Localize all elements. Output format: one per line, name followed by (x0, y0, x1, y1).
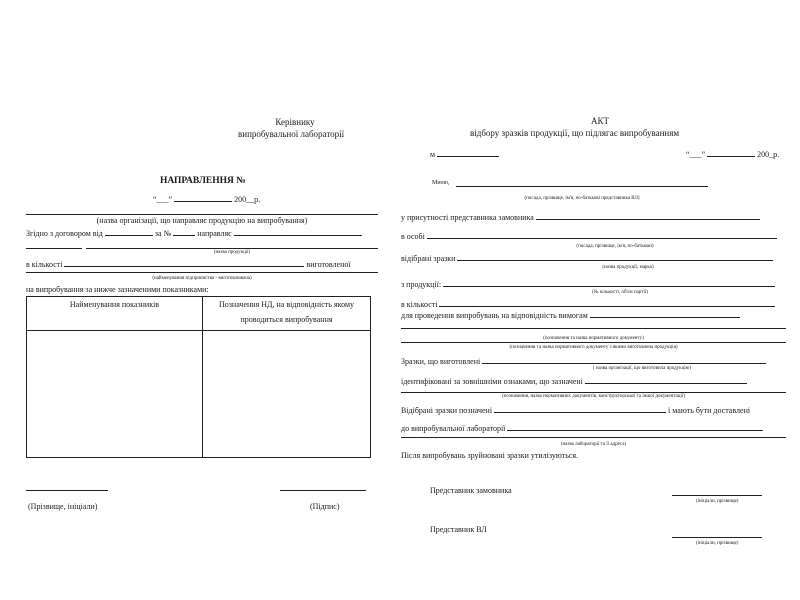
customer-rep-caption: (ініціали, прізвище) (696, 499, 739, 504)
act-subtitle: відбору зразків продукції, що підлягає випробуванням (470, 128, 680, 138)
left-quantity-field[interactable] (64, 258, 304, 267)
purpose-field[interactable] (590, 309, 740, 318)
identified-line-2[interactable] (401, 392, 786, 393)
contract-date-field[interactable] (105, 227, 153, 236)
product-caption: (назва продукції) (213, 250, 251, 255)
product-line-a[interactable] (26, 248, 82, 249)
we-label: Мною, (432, 180, 450, 186)
name-caption: (Прізвище, ініціали) (28, 502, 98, 511)
samples-field[interactable] (457, 252, 773, 261)
identified-field[interactable] (585, 375, 747, 384)
customer-rep-label: Представник замовника (430, 486, 512, 495)
org-line[interactable] (26, 214, 378, 215)
lot-caption: (№ кількості, об'єм партії) (592, 290, 648, 295)
presence-field[interactable] (536, 211, 760, 220)
lab-line-2[interactable] (401, 437, 786, 438)
presence-line: у присутності представника замовника (401, 211, 760, 222)
normdoc-line[interactable] (401, 342, 786, 343)
right-date: “___” 200_р. (686, 150, 780, 159)
city-field[interactable] (437, 148, 499, 157)
left-date: “___” 200__р. (153, 195, 261, 204)
indicators-table (26, 296, 371, 458)
left-quantity-line: в кількості виготовленої (26, 260, 351, 269)
normdoc-caption: (позначення та назва нормативного документу) (543, 336, 644, 341)
marked-line: Відібрані зразки позначені і мають бути доставлені (401, 406, 751, 415)
disposal-note: Після випробувань зруйновані зразки утилізуються. (401, 451, 579, 460)
lab-line: до випробувальної лабораторії (401, 422, 763, 433)
recipient-line1: Керівнику (275, 117, 315, 127)
left-date-month-field[interactable] (174, 193, 232, 202)
person-field[interactable] (427, 230, 777, 239)
indicators-intro: на випробування за нижче зазначеними показниками: (26, 285, 209, 294)
recipient-line2: випробувальної лабораторії (238, 129, 345, 139)
we-caption: (посада, прізвище, ім'я, по-батькові представника ВЛ) (524, 196, 640, 201)
made-field[interactable] (482, 355, 766, 364)
lab-caption: (назва лабораторії та її адреса) (560, 442, 627, 447)
lab-rep-signature-line[interactable] (672, 537, 762, 538)
purpose-line: для проведення випробувань на відповідність вимогам (401, 309, 740, 320)
sign-caption: (Підпис) (310, 502, 340, 511)
right-date-month-field[interactable] (707, 148, 755, 157)
made-line: Зразки, що виготовлені (401, 355, 766, 366)
table-header-col1: Найменування показників (27, 297, 203, 331)
identified-caption: (позначення, назва нормативних документів, конструкторської та іншої документації) (502, 394, 685, 399)
customer-rep-signature-line[interactable] (672, 495, 762, 496)
table-cell-normdoc[interactable] (203, 331, 371, 458)
right-quantity-line: в кількості (401, 298, 775, 309)
samples-caption: (назва продукції, марка) (602, 265, 654, 270)
lab-rep-label: Представник ВЛ (430, 525, 487, 534)
lab-rep-caption: (ініціали, прізвище) (696, 541, 739, 546)
person-caption: (посада, прізвище, ім'я, по-батькові) (576, 244, 654, 249)
name-signature-line[interactable] (26, 490, 108, 491)
manufacturer-doc-caption: (позначення та назва нормативного документу з якими виготовлена продукція) (509, 345, 678, 350)
samples-line: відібрані зразки (401, 252, 773, 263)
table-header-col2: Позначення НД, на відповідність якому проводиться випробування (203, 297, 371, 331)
city-line: м (430, 148, 499, 159)
person-line: в особі (401, 230, 777, 241)
identified-line: ідентифіковані за зовнішніми ознаками, що зазначені (401, 375, 747, 386)
maker-line[interactable] (26, 272, 378, 273)
doc-title: НАПРАВЛЕННЯ № (160, 176, 246, 186)
lab-field[interactable] (507, 422, 763, 431)
from-product-field[interactable] (443, 278, 775, 287)
marked-field[interactable] (494, 404, 666, 413)
sign-signature-line[interactable] (280, 490, 366, 491)
from-product-line: з продукції: (401, 278, 775, 289)
act-title: АКТ (591, 116, 609, 126)
purpose-line-2[interactable] (401, 328, 786, 329)
right-quantity-field[interactable] (439, 298, 775, 307)
product-line-b[interactable] (86, 248, 378, 249)
contract-number-field[interactable] (173, 227, 195, 236)
maker-caption: (найменування підприємства - виготовлювача) (152, 276, 252, 281)
contract-sends-field[interactable] (234, 227, 362, 236)
we-line[interactable] (456, 186, 708, 187)
contract-line: Згідно з договором від за № направляє (26, 227, 362, 238)
org-caption: (назва організації, що направляє продукцію на випробування) (96, 216, 308, 225)
table-cell-indicator[interactable] (27, 331, 203, 458)
made-caption: ( назва організації, що виготовила продукцію) (592, 366, 692, 371)
